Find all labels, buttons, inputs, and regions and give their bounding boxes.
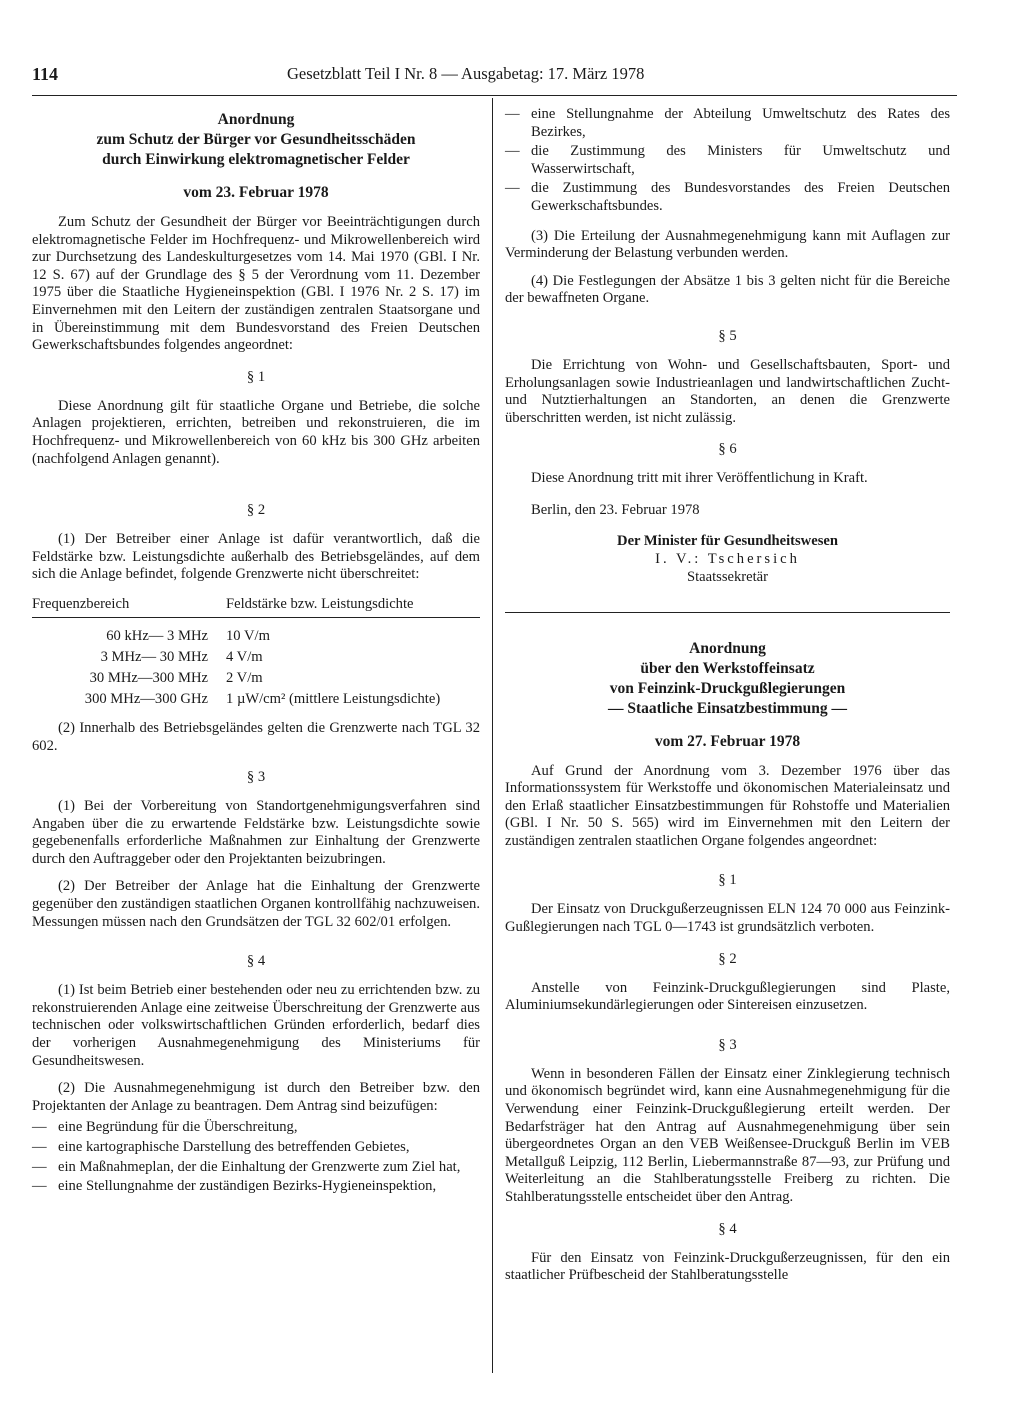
section-paragraph: (1) Der Betreiber einer Anlage ist dafür verantwortlich, daß die Feldstärke bzw. Leistungsdichte außerhalb des Betriebsgeländes, auf dem sich die Anlage befindet, folgende Grenzwerte nicht überschreitet: — [32, 531, 480, 583]
limit-value: 10 V/m — [226, 627, 270, 644]
section-text: Für den Einsatz von Feinzink-Druckgußerzeugnissen, für den ein staatlicher Prüfbescheid der Stahlberatungsstelle — [505, 1249, 950, 1284]
attachment-list-continued — [505, 106, 950, 216]
section-heading: § 3 — [718, 1036, 737, 1053]
limit-values-table — [32, 596, 480, 710]
section-text: Wenn in besonderen Fällen der Einsatz einer Zinklegierung technisch und ökonomisch begründet wird, kann eine Ausnahmegenehmigung für die Verwendung einer Feinzink-Druckgußlegierung erteilt werden. Der Bedarfsträger hat den Antrag auf Ausnahmegenehmigung über sein übergeordnetes Organ an den VEB Weißensee-Druckguß Berlin im VEB Metallguß Leipzig, 112 Berlin, Liebermannstraße 87—93, zur Prüfung und Weiterleitung an die Stahlberatungsstelle Freiberg zu richten. Die Stahlberatungsstelle entscheidet über den Antrag. — [505, 1065, 950, 1205]
ordinance-date-2: vom 27. Februar 1978 — [654, 732, 801, 750]
table-header: Feldstärke bzw. Leistungsdichte — [226, 596, 480, 618]
column-divider — [492, 98, 493, 1373]
section-heading: § 4 — [718, 1220, 737, 1237]
list-item: — eine Begründung für die Überschreitung, — [32, 1119, 480, 1137]
signatory-role: Staatssekretär — [686, 568, 769, 585]
list-item: — die Zustimmung des Bundesvorstandes des Freien Deutschen Gewerkschaftsbundes. — [505, 180, 950, 215]
section-text: Die Errichtung von Wohn- und Gesellschaftsbauten, Sport- und Erholungsanlagen sowie Industrieanlagen und landwirtschaftlichen Zucht- und Nutztierhaltungen an Standorten, an denen die Grenzwerte überschritten werden, ist nicht zulässig. — [505, 356, 950, 426]
frequency-range: 300 MHz—300 GHz — [84, 690, 208, 707]
title-subtitle: — Staatliche Einsatzbestimmung — — [608, 699, 847, 717]
ordinance-date: vom 23. Februar 1978 — [183, 184, 329, 201]
section-paragraph: (1) Bei der Vorbereitung von Standortgenehmigungsverfahren sind Angaben über die zu erwartende Feldstärke bzw. Leistungsdichte sowie gegebenenfalls erforderliche Maßnahmen zur Einhaltung der Grenzwerte durch den Auftraggeber oder den Projektanten beizubringen. — [32, 798, 480, 867]
frequency-range: 30 MHz—300 MHz — [89, 669, 208, 686]
list-item: — die Zustimmung des Ministers für Umweltschutz und Wasserwirtschaft, — [505, 143, 950, 178]
section-heading: § 5 — [718, 327, 737, 344]
list-item: — eine kartographische Darstellung des betreffenden Gebietes, — [32, 1139, 480, 1157]
section-heading: § 1 — [718, 872, 737, 889]
section-heading: § 6 — [718, 441, 737, 458]
attachment-list — [32, 1119, 480, 1195]
header-rule — [32, 95, 957, 96]
preamble-2: Auf Grund der Anordnung vom 3. Dezember 1976 über das Informationssystem für Werkstoffe und ökonomischen Materialeinsatz und den Erlaß staatlicher Einsatzbestimmungen für Rohstoffe und Materialien (GBl. I Nr. 50 S. 565) wird im Einvernehmen mit den Leitern der zuständigen zentralen staatlichen Organe folgendes angeordnet: — [505, 762, 950, 849]
signatory-name: I. V.: Tschersich — [655, 550, 800, 567]
left-column — [32, 110, 480, 1198]
signature-block — [505, 532, 950, 586]
table-header: Frequenzbereich — [32, 596, 226, 618]
signatory-office: Der Minister für Gesundheitswesen — [617, 532, 838, 549]
section-heading: § 1 — [246, 368, 266, 385]
section-paragraph: (4) Die Festlegungen der Absätze 1 bis 3 gelten nicht für die Bereiche der bewaffneten Organe. — [505, 272, 950, 307]
limit-value: 1 µW/cm² (mittlere Leistungsdichte) — [226, 690, 441, 707]
place-date: Berlin, den 23. Februar 1978 — [531, 501, 700, 518]
right-column — [505, 106, 950, 1285]
list-item: — eine Stellungnahme der zuständigen Bezirks-Hygieneinspektion, — [32, 1178, 480, 1196]
section-heading: § 2 — [246, 502, 266, 519]
section-heading: § 4 — [246, 953, 266, 970]
limit-value: 4 V/m — [226, 648, 263, 665]
ordinance-title — [32, 110, 480, 170]
running-title: Gesetzblatt Teil I Nr. 8 — Ausgabetag: 17. März 1978 — [287, 64, 645, 83]
table-row — [32, 647, 480, 668]
title-line: über den Werkstoffeinsatz — [640, 659, 815, 677]
title-line: von Feinzink-Druckgußlegierungen — [609, 679, 846, 697]
limit-value: 2 V/m — [226, 669, 263, 686]
frequency-range: 60 kHz— 3 MHz — [106, 627, 208, 644]
table-row — [32, 617, 480, 647]
section-text: Diese Anordnung tritt mit ihrer Veröffentlichung in Kraft. — [531, 470, 868, 487]
page-number: 114 — [32, 64, 59, 84]
section-heading: § 3 — [246, 769, 266, 786]
section-paragraph: (2) Der Betreiber der Anlage hat die Einhaltung der Grenzwerte gegenüber den zuständigen staatlichen Organen kontrollfähig nachzuweisen. Messungen müssen nach den Grundsätzen der TGL 32 602/01 erfolgen. — [32, 878, 480, 930]
list-item: — eine Stellungnahme der Abteilung Umweltschutz des Rates des Bezirkes, — [505, 106, 950, 141]
ordinance-title-2 — [505, 639, 950, 719]
table-row — [32, 689, 480, 710]
title-line: durch Einwirkung elektromagnetischer Felder — [102, 151, 410, 168]
section-text: Der Einsatz von Druckgußerzeugnissen ELN 124 70 000 aus Feinzink-Gußlegierungen nach TGL 0—1743 ist grundsätzlich verboten. — [505, 901, 950, 936]
section-text: Anstelle von Feinzink-Druckgußlegierungen sind Plaste, Aluminiumsekundärlegierungen oder Sintereisen einzusetzen. — [505, 979, 950, 1014]
section-paragraph: (1) Ist beim Betrieb einer bestehenden oder neu zu errichtenden bzw. zu rekonstruierenden Anlage eine zeitweise Überschreitung der Grenzwerte aus technischen oder volkswirtschaftlichen Gründen erforderlich, bedarf dies der vorherigen Ausnahmegenehmigung des Ministeriums für Gesundheitswesen. — [32, 982, 480, 1069]
list-item: — ein Maßnahmeplan, der die Einhaltung der Grenzwerte zum Ziel hat, — [32, 1159, 480, 1177]
title-line: Anordnung — [217, 111, 295, 128]
ordinance-separator — [505, 612, 950, 613]
page-header — [32, 64, 692, 90]
section-paragraph: (3) Die Erteilung der Ausnahmegenehmigung kann mit Auflagen zur Verminderung der Belastung verbunden werden. — [505, 227, 950, 262]
preamble: Zum Schutz der Gesundheit der Bürger vor Beeinträchtigungen durch elektromagnetische Felder im Hochfrequenz- und Mikrowellenbereich wird zur Durchsetzung des Landeskulturgesetzes vom 14. Mai 1970 (GBl. I Nr. 12 S. 67) auf der Grundlage des § 5 der Verordnung vom 11. Dezember 1975 über die Staatliche Hygieneinspektion (GBl. I 1976 Nr. 2 S. 17) im Einvernehmen mit den Leitern der zuständigen zentralen Staatsorgane und in Übereinstimmung mit dem Bundesvorstand des Freien Deutschen Gewerkschaftsbundes folgendes angeordnet: — [32, 214, 480, 354]
title-line: zum Schutz der Bürger vor Gesundheitsschäden — [96, 131, 416, 148]
section-heading: § 2 — [718, 950, 737, 967]
frequency-range: 3 MHz— 30 MHz — [100, 648, 208, 665]
section-text: Diese Anordnung gilt für staatliche Organe und Betriebe, die solche Anlagen projektieren, errichten, betreiben und rekonstruieren, die im Hochfrequenz- und Mikrowellenbereich von 60 kHz bis 300 GHz arbeiten (nachfolgend Anlagen genannt). — [32, 397, 480, 467]
title-line: Anordnung — [689, 639, 766, 657]
table-row — [32, 668, 480, 689]
section-paragraph: (2) Innerhalb des Betriebsgeländes gelten die Grenzwerte nach TGL 32 602. — [32, 719, 480, 754]
section-paragraph: (2) Die Ausnahmegenehmigung ist durch den Betreiber bzw. den Projektanten der Anlage zu beantragen. Dem Antrag sind beizufügen: — [32, 1080, 480, 1114]
